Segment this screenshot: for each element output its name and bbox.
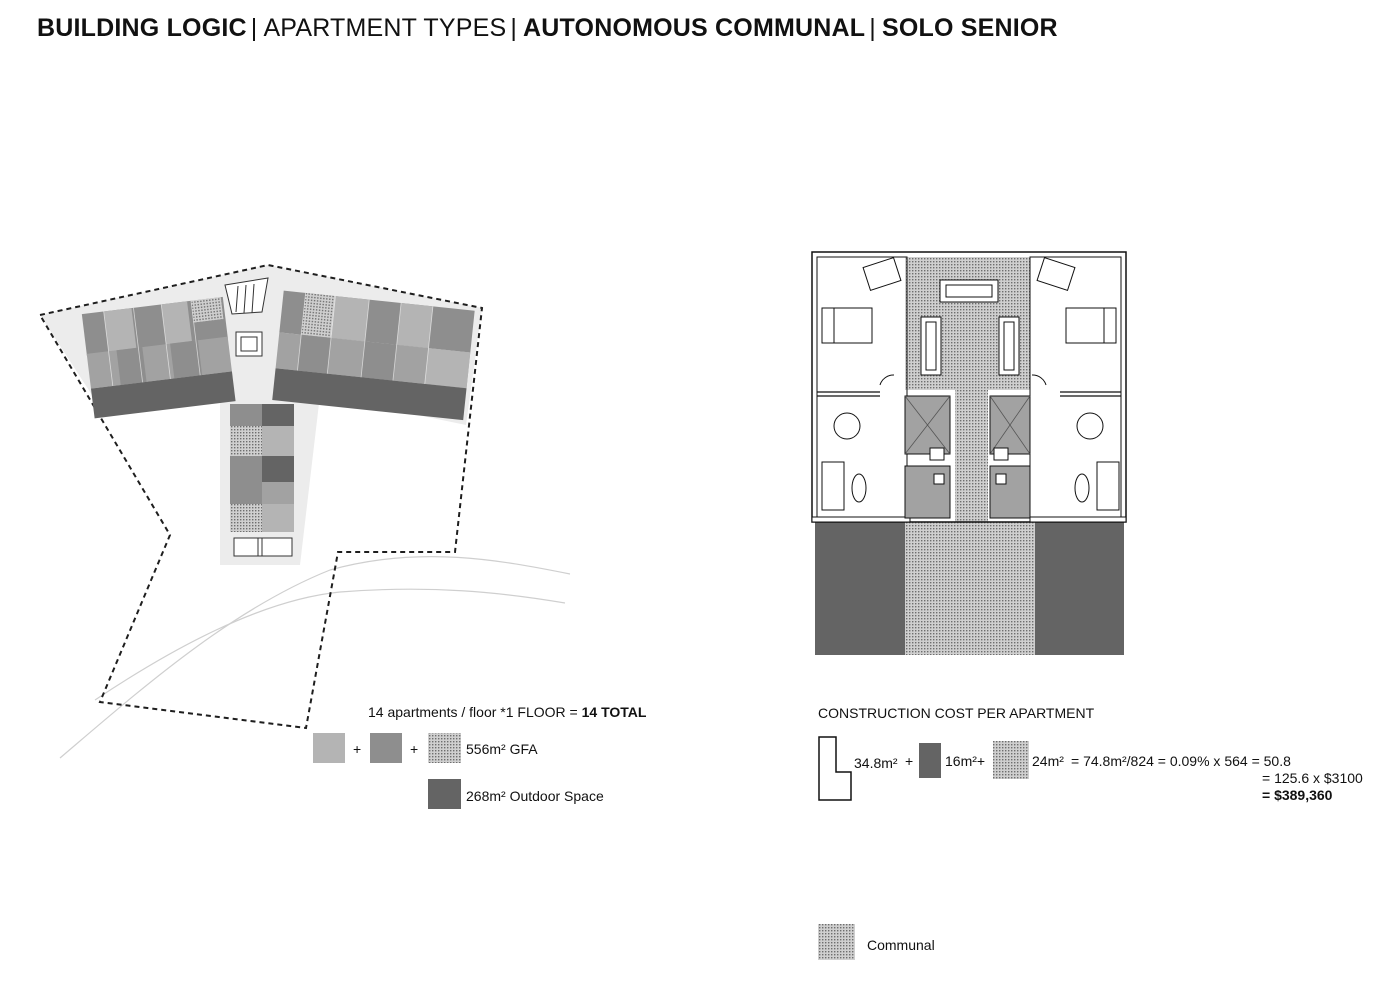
- title-solo-senior: SOLO SENIOR: [881, 14, 1058, 42]
- title-separator: |: [510, 14, 518, 42]
- title-building-logic: BUILDING LOGIC: [37, 14, 247, 42]
- plus-sign: +: [410, 741, 419, 757]
- site-plan: [40, 265, 570, 758]
- cost-calc-line-1: = 74.8m²/824 = 0.09% x 564 = 50.8: [1071, 753, 1291, 769]
- outdoor-left: [815, 522, 905, 655]
- left-wing: [82, 297, 236, 419]
- cost-calc-line-2: = 125.6 x $3100: [1262, 770, 1363, 786]
- legend-swatch-dotted: [428, 733, 461, 763]
- communal-corridor: [955, 390, 988, 522]
- cost-total: = $389,360: [1262, 787, 1333, 803]
- gfa-label: 556m² GFA: [466, 741, 538, 757]
- area-value-2: 16m²+: [945, 753, 986, 769]
- cost-swatches: [818, 737, 1029, 960]
- bathroom-swatch: [919, 743, 941, 778]
- area-value-3: 24m²: [1032, 753, 1064, 769]
- legend-swatch-light: [313, 733, 345, 763]
- apartments-total: 14 TOTAL: [581, 704, 647, 720]
- communal-garden: [905, 522, 1035, 655]
- outdoor-space-label: 268m² Outdoor Space: [466, 788, 604, 804]
- plus-sign: +: [905, 753, 914, 769]
- communal-legend-swatch: [818, 924, 855, 960]
- construction-cost-heading: CONSTRUCTION COST PER APARTMENT: [818, 705, 1095, 721]
- title-separator: |: [869, 14, 876, 42]
- legend-swatch-mid: [370, 733, 402, 763]
- communal-legend-label: Communal: [867, 937, 935, 953]
- title-separator: |: [250, 14, 258, 42]
- apartments-summary: [368, 704, 646, 720]
- title-apartment-types: APARTMENT TYPES: [263, 14, 507, 42]
- contour-lines: [60, 557, 570, 758]
- plus-sign: +: [353, 741, 362, 757]
- apartments-summary-text: 14 apartments / floor *1 FLOOR =: [368, 704, 582, 720]
- communal-swatch: [993, 741, 1029, 779]
- legend-swatch-dark: [428, 779, 461, 809]
- right-wing: [272, 291, 474, 420]
- unit-footprint-icon: [819, 737, 851, 800]
- site-legend: [313, 733, 461, 809]
- area-value-1: 34.8m²: [854, 755, 898, 771]
- title-autonomous-communal: AUTONOMOUS COMMUNAL: [523, 14, 866, 42]
- unit-floor-plan: [812, 252, 1126, 655]
- outdoor-right: [1035, 522, 1124, 655]
